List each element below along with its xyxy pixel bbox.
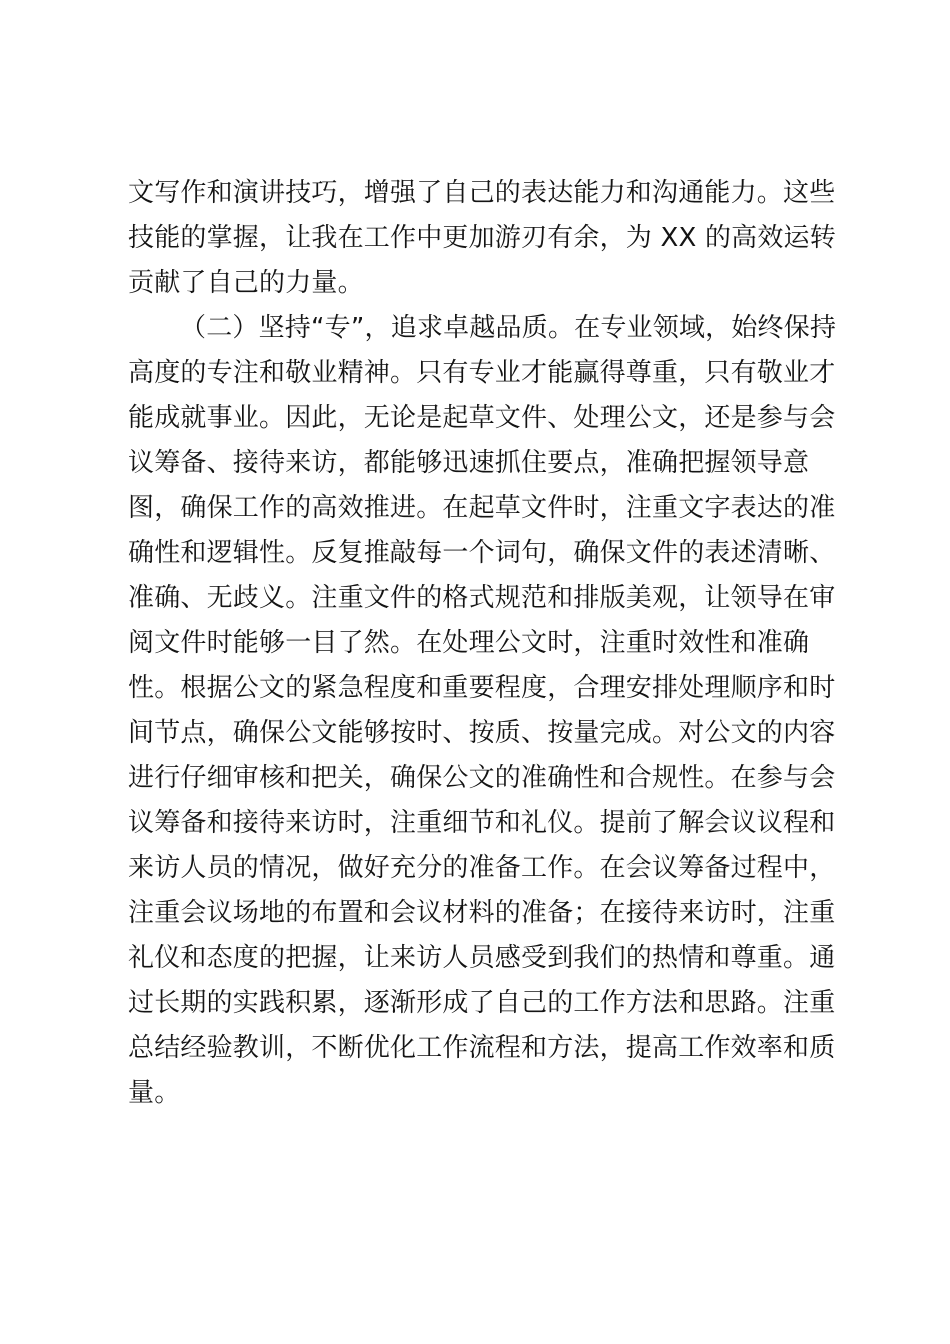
paragraph-line: 文写作和演讲技巧，增强了自己的表达能力和沟通能力。这些	[128, 178, 836, 208]
document-body	[128, 171, 837, 1116]
paragraph-line: 过长期的实践积累，逐渐形成了自己的工作方法和思路。注重	[128, 988, 836, 1018]
paragraph-line: 性。根据公文的紧急程度和重要程度，合理安排处理顺序和时	[128, 673, 836, 703]
paragraph-line: 高度的专注和敬业精神。只有专业才能赢得尊重，只有敬业才	[128, 358, 836, 388]
paragraph-line: 贡献了自己的力量。	[128, 268, 364, 298]
paragraph-line: 技能的掌握，让我在工作中更加游刃有余，为 XX 的高效运转	[128, 223, 836, 253]
section-heading-line: （二）坚持“专”，追求卓越品质。在专业领域，始终保持	[180, 313, 837, 343]
paragraph-line: 准确、无歧义。注重文件的格式规范和排版美观，让领导在审	[128, 583, 836, 613]
paragraph-line: 礼仪和态度的把握，让来访人员感受到我们的热情和尊重。通	[128, 943, 836, 973]
paragraph-line: 议筹备、接待来访，都能够迅速抓住要点，准确把握领导意	[128, 448, 810, 478]
paragraph-line: 进行仔细审核和把关，确保公文的准确性和合规性。在参与会	[128, 763, 836, 793]
paragraph-line: 确性和逻辑性。反复推敲每一个词句，确保文件的表述清晰、	[128, 538, 836, 568]
paragraph-line: 图，确保工作的高效推进。在起草文件时，注重文字表达的准	[128, 493, 836, 523]
paragraph-line: 阅文件时能够一目了然。在处理公文时，注重时效性和准确	[128, 628, 810, 658]
paragraph-line: 注重会议场地的布置和会议材料的准备；在接待来访时，注重	[128, 898, 836, 928]
paragraph-line: 来访人员的情况，做好充分的准备工作。在会议筹备过程中，	[128, 853, 836, 883]
paragraph-line: 量。	[128, 1078, 181, 1108]
paragraph-line: 总结经验教训，不断优化工作流程和方法，提高工作效率和质	[128, 1033, 836, 1063]
paragraph-line: 议筹备和接待来访时，注重细节和礼仪。提前了解会议议程和	[128, 808, 836, 838]
paragraph-line: 能成就事业。因此，无论是起草文件、处理公文，还是参与会	[128, 403, 836, 433]
paragraph-line: 间节点，确保公文能够按时、按质、按量完成。对公文的内容	[128, 718, 836, 748]
